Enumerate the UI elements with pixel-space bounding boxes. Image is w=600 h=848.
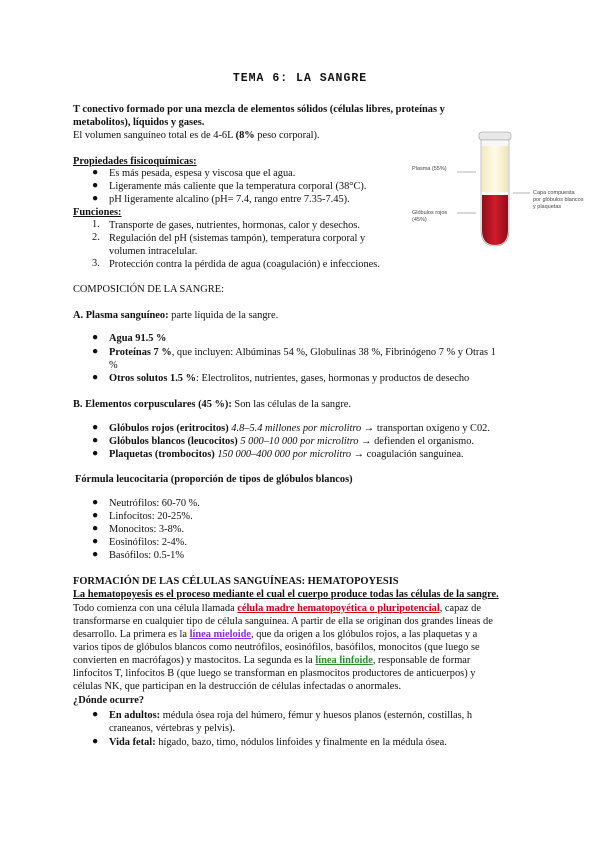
proteins-item: Proteínas 7 %, que incluyen: Albúminas 54 %, Globulinas 38 %, Fibrinógeno 7 % y Otras 1 bbox=[109, 347, 496, 358]
water-item: Agua 91.5 % bbox=[109, 333, 167, 344]
paragraph-line: desarrollo. La primera es la línea mieloide, que da origen a los glóbulos rojos, a las plaquetas y a bbox=[73, 629, 478, 640]
solutes-item: Otros solutos 1.5 %: Electrolitos, nutrientes, gases, hormonas y productos de desecho bbox=[109, 373, 470, 384]
bullet-icon: ● bbox=[92, 193, 99, 204]
plasma-label: Plasma (55%) bbox=[412, 166, 447, 172]
adults-item: En adultos: médula ósea roja del húmero, fémur y huesos planos (esternón, costillas, h bbox=[109, 710, 473, 721]
rbc-item: Glóbulos rojos (eritrocitos) 4.8–5.4 millones por microlitro → transportan oxígeno y C02. bbox=[109, 423, 490, 434]
wbc-item: Glóbulos blancos (leucocitos) 5 000–10 000 por microlitro → defienden el organismo. bbox=[109, 436, 475, 447]
bullet-icon: ● bbox=[92, 346, 99, 357]
bullet-icon: ● bbox=[92, 448, 99, 459]
hematopoiesis-heading: FORMACIÓN DE LAS CÉLULAS SANGUÍNEAS: HEMATOPOYESIS bbox=[73, 576, 399, 587]
plasma-heading: A. Plasma sanguíneo: parte líquida de la sangre. bbox=[73, 310, 279, 321]
bullet-icon: ● bbox=[92, 372, 99, 383]
formula-item: Monocitos: 3-8%. bbox=[109, 524, 185, 535]
bullet-icon: ● bbox=[92, 167, 99, 178]
intro-line-1: T conectivo formado por una mezcla de elementos sólidos (células libres, proteínas y bbox=[73, 104, 445, 115]
properties-heading: Propiedades fisicoquímicas: bbox=[73, 156, 197, 167]
intro-volume: El volumen sanguíneo total es de 4-6L (8% peso corporal). bbox=[73, 130, 320, 141]
bullet-icon: ● bbox=[92, 510, 99, 521]
intro-line-2: metabolitos), líquidos y gases. bbox=[73, 117, 205, 128]
bullet-icon: ● bbox=[92, 549, 99, 560]
formula-item: Basófilos: 0.5-1% bbox=[109, 550, 185, 561]
proteins-continuation: % bbox=[109, 360, 118, 371]
bullet-icon: ● bbox=[92, 536, 99, 547]
property-item: Es más pesada, espesa y viscosa que el agua. bbox=[109, 168, 296, 179]
paragraph-line: varios tipos de glóbulos blancos como neutrófilos, eosinófilos, basófilos, monocitos (que luego se bbox=[73, 642, 480, 653]
function-item: Transporte de gases, nutrientes, hormonas, calor y desechos. bbox=[109, 220, 360, 231]
composition-heading: COMPOSICIÓN DE LA SANGRE: bbox=[73, 284, 224, 295]
list-number: 1. bbox=[92, 219, 100, 230]
rbc-percent-label: (45%) bbox=[412, 217, 427, 223]
paragraph-line: células NK, que participan en la destrucción de células infectadas o anormales. bbox=[73, 681, 402, 692]
bullet-icon: ● bbox=[92, 709, 99, 720]
bullet-icon: ● bbox=[92, 736, 99, 747]
bullet-icon: ● bbox=[92, 422, 99, 433]
paragraph-line: Todo comienza con una célula llamada célula madre hematopoyética o pluripotencial, capaz de bbox=[73, 603, 481, 614]
bullet-icon: ● bbox=[92, 180, 99, 191]
bullet-icon: ● bbox=[92, 523, 99, 534]
bullet-icon: ● bbox=[92, 332, 99, 343]
paragraph-line: linfocitos T, linfocitos B (que luego se transforman en plasmocitos productores de anticuerpos) y bbox=[73, 668, 476, 679]
blood-tube-figure bbox=[410, 130, 584, 250]
paragraph-line: convierten en macrófagos) y mastocitos. La segunda es la línea linfoide, responsable de formar bbox=[73, 655, 471, 666]
functions-heading: Funciones: bbox=[73, 207, 122, 218]
function-item: Protección contra la pérdida de agua (coagulación) e infecciones. bbox=[109, 259, 380, 270]
hematopoiesis-definition: La hematopoyesis es el proceso mediante el cual el cuerpo produce todas las células de la sangre. bbox=[73, 589, 499, 600]
corpuscular-heading: B. Elementos corpusculares (45 %): Son las células de la sangre. bbox=[73, 399, 351, 410]
list-number: 3. bbox=[92, 258, 100, 269]
adults-continuation: craneanos, vértebras y pelvis). bbox=[109, 723, 236, 734]
property-item: Ligeramente más caliente que la temperatura corporal (38°C). bbox=[109, 181, 367, 192]
function-item: Regulación del pH (sistemas tampón), temperatura corporal y bbox=[109, 233, 366, 244]
formula-item: Neutrófilos: 60-70 %. bbox=[109, 498, 200, 509]
formula-heading: Fórmula leucocitaria (proporción de tipos de glóbulos blancos) bbox=[75, 474, 353, 485]
bullet-icon: ● bbox=[92, 435, 99, 446]
page-title: TEMA 6: LA SANGRE bbox=[232, 72, 368, 85]
property-item: pH ligeramente alcalino (pH= 7.4, rango entre 7.35-7.45). bbox=[109, 194, 350, 205]
function-item-continuation: volumen intracelular. bbox=[109, 246, 198, 257]
platelets-item: Plaquetas (trombocitos) 150 000–400 000 por microlitro → coagulación sanguínea. bbox=[109, 449, 464, 460]
paragraph-line: transformarse en cualquier tipo de célula sanguínea. A partir de ella se originan dos grandes líneas de bbox=[73, 616, 493, 627]
bullet-icon: ● bbox=[92, 497, 99, 508]
buffy-label-3: y plaquetas bbox=[533, 204, 562, 210]
formula-item: Linfocitos: 20-25%. bbox=[109, 511, 193, 522]
buffy-label-1: Capa compuesta bbox=[533, 190, 575, 196]
buffy-label-2: por glóbulos blancos bbox=[533, 197, 584, 203]
fetal-item: Vida fetal: hígado, bazo, timo, nódulos linfoides y finalmente en la médula ósea. bbox=[109, 737, 447, 748]
where-heading: ¿Dónde ocurre? bbox=[73, 695, 145, 706]
formula-item: Eosinófilos: 2-4%. bbox=[109, 537, 187, 548]
list-number: 2. bbox=[92, 232, 100, 243]
rbc-label: Glóbulos rojos bbox=[412, 210, 448, 216]
